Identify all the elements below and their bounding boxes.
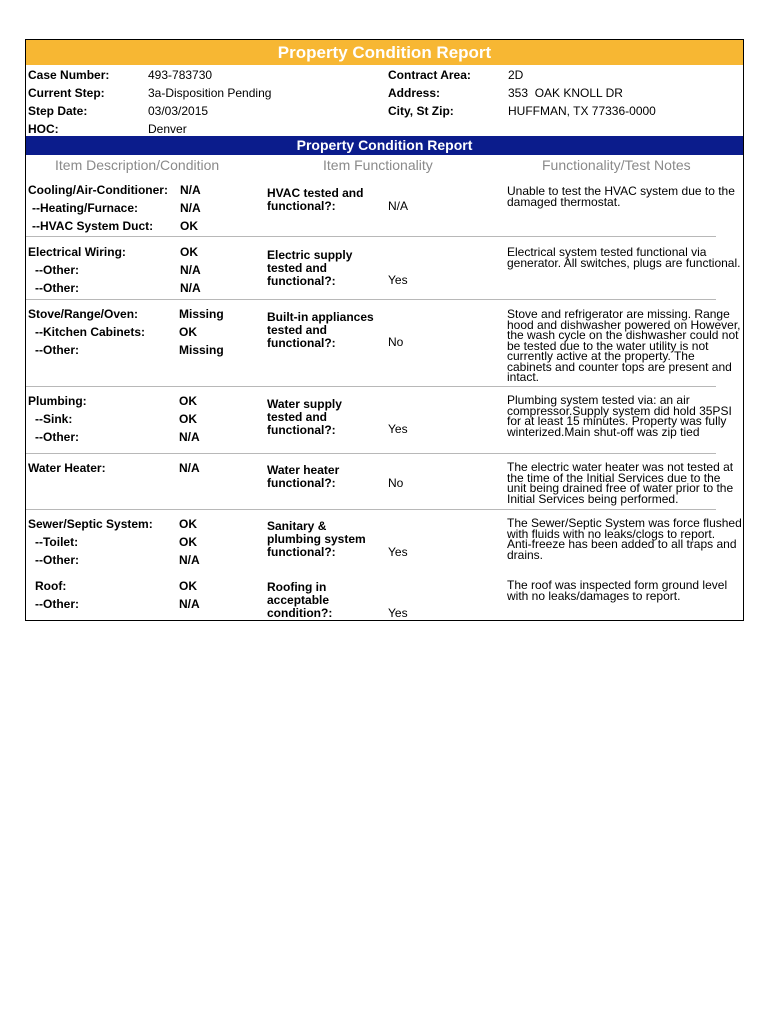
row-separator (26, 386, 716, 387)
column-header-item: Item Description/Condition (55, 157, 220, 173)
item-label: --Other: (35, 553, 79, 567)
row-separator (26, 236, 716, 237)
functionality-question: Built-in appliances tested and functional?: (267, 310, 374, 350)
item-value: OK (179, 412, 197, 426)
contract-area-value: 2D (508, 68, 524, 82)
item-label: --Sink: (35, 412, 73, 426)
item-label: Stove/Range/Oven: (28, 307, 139, 321)
item-value: OK (179, 535, 197, 549)
item-value: OK (180, 245, 198, 259)
item-value: Missing (179, 307, 224, 321)
functionality-question: Water heater functional?: (267, 463, 340, 490)
functionality-answer: N/A (388, 199, 409, 213)
item-label: Roof: (35, 579, 67, 593)
functionality-question: Sanitary & plumbing system functional?: (267, 519, 366, 559)
functionality-answer: No (388, 335, 404, 349)
item-label: --Kitchen Cabinets: (35, 325, 146, 339)
case-number-label: Case Number: (28, 68, 110, 82)
functionality-answer: Yes (388, 422, 408, 436)
contract-area-label: Contract Area: (388, 68, 471, 82)
property-condition-report (25, 39, 744, 621)
functionality-question: Roofing in acceptable condition?: (267, 580, 333, 620)
item-label: Water Heater: (28, 461, 106, 475)
section-title: Property Condition Report (26, 136, 743, 155)
item-label: Sewer/Septic System: (28, 517, 153, 531)
item-label: Electrical Wiring: (28, 245, 126, 259)
city-label: City, St Zip: (388, 104, 454, 118)
item-value: OK (179, 579, 197, 593)
item-label: --Other: (35, 597, 79, 611)
functionality-question: Water supply tested and functional?: (267, 397, 342, 437)
functionality-question: Electric supply tested and functional?: (267, 248, 353, 288)
test-notes: The electric water heater was not tested at the time of the Initial Services due to the unit being drained free of water prior to the Initial Services being performed. (507, 460, 734, 506)
report-title: Property Condition Report (26, 40, 743, 65)
item-label: --Heating/Furnace: (32, 201, 139, 215)
test-notes: Stove and refrigerator are missing. Range hood and dishwasher powered on However, the wash cycle on the dishwasher could not be tested due to the water utility is not currently active at the property. The cabinets and counter tops are present and intact. (507, 307, 741, 384)
item-label: --Other: (35, 281, 79, 295)
item-label: Cooling/Air-Conditioner: (28, 183, 168, 197)
item-value: N/A (180, 201, 201, 215)
current-step-value: 3a-Disposition Pending (148, 86, 272, 100)
item-value: OK (179, 394, 197, 408)
functionality-question: HVAC tested and functional?: (267, 186, 364, 213)
item-value: N/A (179, 461, 200, 475)
item-value: Missing (179, 343, 224, 357)
item-value: N/A (180, 263, 201, 277)
item-value: N/A (180, 281, 201, 295)
column-header-notes: Functionality/Test Notes (542, 157, 691, 173)
item-value: N/A (179, 430, 200, 444)
item-label: --HVAC System Duct: (32, 219, 154, 233)
functionality-answer: Yes (388, 606, 408, 620)
hoc-value: Denver (148, 122, 187, 136)
item-label: --Other: (35, 263, 79, 277)
item-label: Plumbing: (28, 394, 87, 408)
case-number-value: 493-783730 (148, 68, 213, 82)
item-label: --Toilet: (35, 535, 79, 549)
test-notes: Plumbing system tested via: an air compressor.Supply system did hold 35PSI for at least 15 minutes. Property was fully winterized.Main shut-off was zip tied (507, 393, 732, 439)
functionality-answer: Yes (388, 545, 408, 559)
test-notes: Unable to test the HVAC system due to the damaged thermostat. (507, 184, 735, 209)
item-label: --Other: (35, 343, 79, 357)
test-notes: Electrical system tested functional via generator. All switches, plugs are functional. (507, 245, 741, 270)
city-value: HUFFMAN, TX 77336-0000 (508, 104, 656, 118)
row-separator (26, 509, 716, 510)
item-value: OK (180, 219, 198, 233)
functionality-answer: Yes (388, 273, 408, 287)
test-notes: The Sewer/Septic System was force flushed with fluids with no leaks/clogs to report. Anti-freeze has been added to all traps and drains. (507, 516, 742, 562)
functionality-answer: No (388, 476, 404, 490)
address-value: 353 OAK KNOLL DR (508, 86, 623, 100)
address-label: Address: (388, 86, 441, 100)
item-value: N/A (180, 183, 201, 197)
current-step-label: Current Step: (28, 86, 105, 100)
item-label: --Other: (35, 430, 79, 444)
hoc-label: HOC: (28, 122, 59, 136)
row-separator (26, 299, 716, 300)
item-value: N/A (179, 597, 200, 611)
test-notes: The roof was inspected form ground level with no leaks/damages to report. (507, 578, 728, 603)
item-value: OK (179, 517, 197, 531)
item-value: N/A (179, 553, 200, 567)
step-date-value: 03/03/2015 (148, 104, 209, 118)
column-header-functionality: Item Functionality (323, 157, 433, 173)
step-date-label: Step Date: (28, 104, 88, 118)
item-value: OK (179, 325, 197, 339)
row-separator (26, 453, 716, 454)
